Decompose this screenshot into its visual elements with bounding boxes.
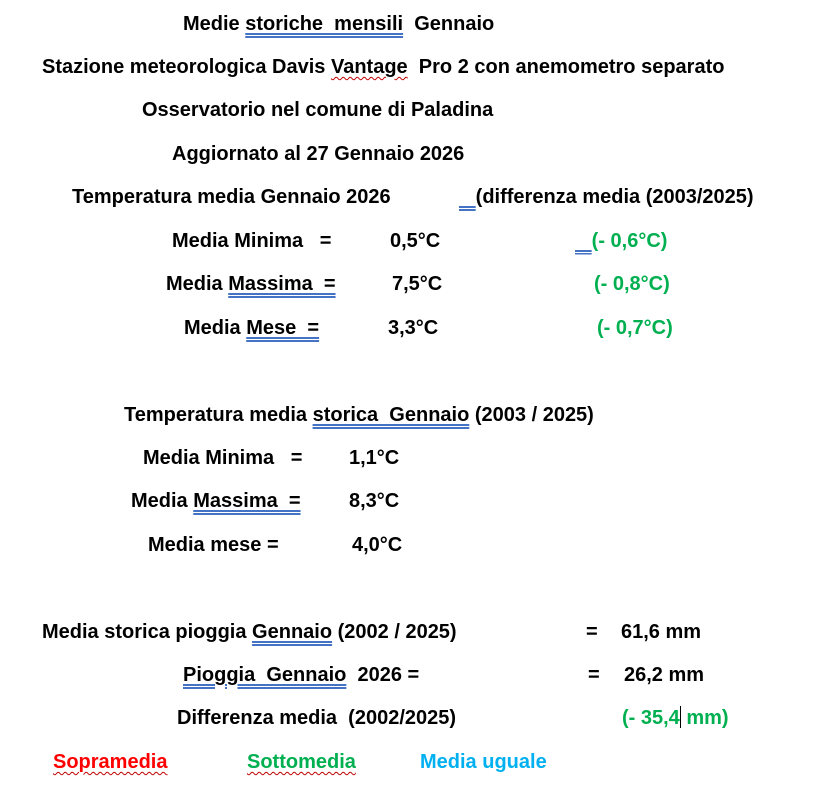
- station-underlined: Vantage: [330, 56, 408, 78]
- rain-diff-label: Differenza media (2002/2025): [177, 707, 457, 729]
- current-month-underlined: Mese =: [246, 317, 320, 339]
- legend-equal: Media uguale: [420, 751, 547, 773]
- rain-historic-eq: =: [586, 621, 598, 643]
- updated-line: Aggiornato al 27 Gennaio 2026: [172, 143, 465, 165]
- current-max-value: 7,5°C: [392, 273, 443, 295]
- historic-heading: [124, 403, 594, 427]
- rain-current-label: [183, 663, 419, 687]
- current-min-value: 0,5°C: [390, 230, 441, 252]
- title-underlined: storiche mensili: [245, 13, 404, 35]
- current-month-diff: (- 0,7°C): [597, 317, 673, 339]
- rain-current-value: 26,2 mm: [624, 664, 705, 686]
- current-diff-gap: [459, 186, 476, 208]
- historic-min-label: Media Minima =: [143, 447, 303, 469]
- current-diff-heading: [459, 185, 754, 209]
- current-min-label: Media Minima =: [172, 230, 332, 252]
- legend-below-label: Sottomedia: [247, 751, 356, 773]
- legend-above: [53, 750, 167, 774]
- rain-current-underlined: Pioggia Gennaio: [183, 664, 347, 686]
- current-max-underlined: Massima =: [228, 273, 336, 295]
- observatory-line: Osservatorio nel comune di Paladina: [142, 99, 494, 121]
- current-diff-label: (differenza media (2003/2025): [475, 186, 754, 208]
- historic-month-value: 4,0°C: [352, 534, 403, 556]
- rain-historic-prefix: Media storica pioggia: [42, 621, 253, 643]
- historic-max-value: 8,3°C: [349, 490, 400, 512]
- rain-historic-label: [42, 620, 457, 644]
- rain-diff-value-b: mm): [680, 707, 729, 729]
- title-prefix: Medie: [183, 13, 246, 35]
- historic-heading-underlined: storica Gennaio: [312, 404, 470, 426]
- historic-max-prefix: Media: [131, 490, 194, 512]
- station-suffix: Pro 2 con anemometro separato: [407, 56, 725, 78]
- historic-month-label: Media mese =: [148, 534, 279, 556]
- historic-max-underlined: Massima =: [193, 490, 301, 512]
- title-suffix: Gennaio: [403, 13, 495, 35]
- rain-diff-value-a: (- 35,4: [622, 707, 680, 729]
- legend-below: [247, 750, 356, 774]
- rain-current-suffix: 2026 =: [346, 664, 420, 686]
- current-heading: Temperatura media Gennaio 2026: [72, 186, 391, 208]
- page-title: [183, 12, 494, 36]
- current-min-diff-value: (- 0,6°C): [591, 230, 668, 252]
- station-prefix: Stazione meteorologica Davis: [42, 56, 331, 78]
- current-month-label: [184, 316, 319, 340]
- historic-heading-prefix: Temperatura media: [124, 404, 313, 426]
- rain-diff-value: [622, 706, 729, 730]
- current-max-label: [166, 272, 336, 296]
- current-max-prefix: Media: [166, 273, 229, 295]
- legend-above-label: Sopramedia: [53, 751, 168, 773]
- historic-min-value: 1,1°C: [349, 447, 400, 469]
- rain-historic-underlined: Gennaio: [252, 621, 333, 643]
- current-max-diff: (- 0,8°C): [594, 273, 670, 295]
- current-month-prefix: Media: [184, 317, 247, 339]
- historic-max-label: [131, 489, 301, 513]
- station-line: [42, 55, 724, 79]
- current-min-diff: [575, 229, 667, 253]
- historic-heading-suffix: (2003 / 2025): [469, 404, 594, 426]
- rain-historic-suffix: (2002 / 2025): [332, 621, 457, 643]
- current-month-value: 3,3°C: [388, 317, 439, 339]
- rain-historic-value: 61,6 mm: [621, 621, 702, 643]
- rain-current-eq: =: [588, 664, 600, 686]
